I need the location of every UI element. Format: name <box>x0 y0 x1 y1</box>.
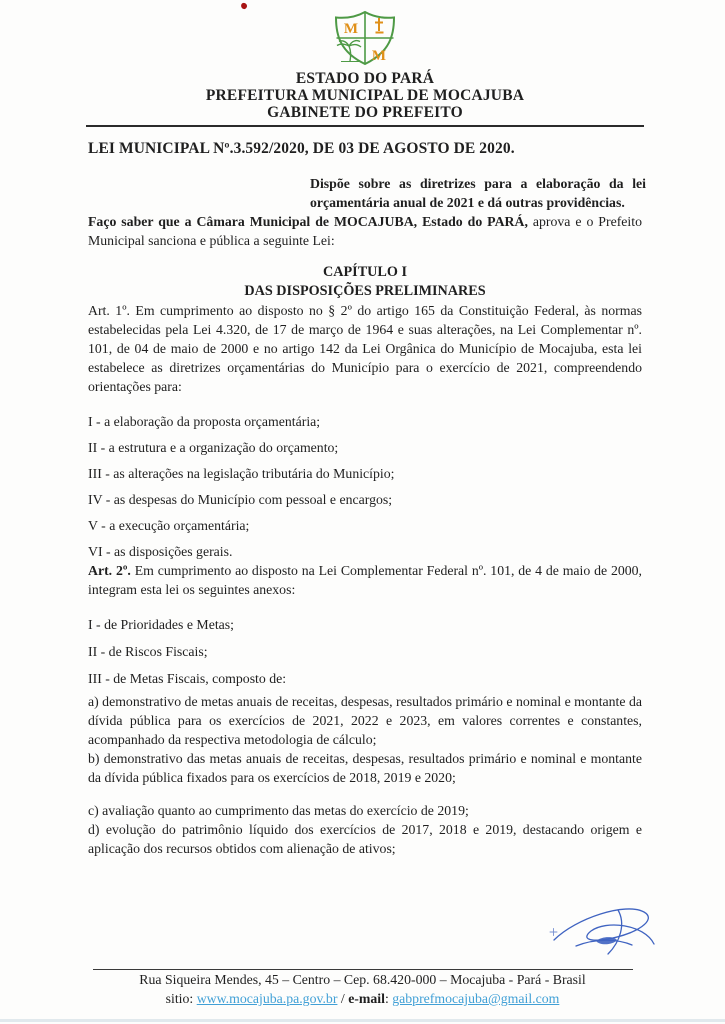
article-1-text: Art. 1º. Em cumprimento ao disposto no § 2º do artigo 165 da Constituição Federal, às normas estabelecidas pela Lei 4.320, de 17 de março de 1964 e suas alterações, na Lei Complementar nº. 101, de 04 de maio de 2000 e no artigo 142 da Lei Orgânica do Município de Mocajuba, esta lei estabelece as diretrizes orçamentárias do Município para o exercício de 2021, compreendendo orientações para: <box>88 303 642 394</box>
scan-edge-artifact <box>0 1019 725 1022</box>
article-2-lead: Art. 2º. <box>88 563 131 578</box>
law-title: LEI MUNICIPAL Nº.3.592/2020, DE 03 DE AGOSTO DE 2020. <box>88 140 515 157</box>
article-1-item-5: V - a execução orçamentária; <box>88 518 250 533</box>
footer-email-colon: : <box>384 991 389 1006</box>
article-2-item-1: I - de Prioridades e Metas; <box>88 617 234 632</box>
signature-ink-blob <box>596 937 617 944</box>
article-2-letter-a: a) demonstrativo de metas anuais de receitas, despesas, resultados primário e nominal e montante da dívida pública para os exercícios de 2021, 2022 e 2023, em valores correntes e constantes, acompanhado da respectiva metodologia de cálculo; <box>88 694 642 747</box>
article-2-letter-c: c) avaliação quanto ao cumprimento das metas do exercício de 2019; <box>88 803 469 818</box>
article-1-item-4: IV - as despesas do Município com pessoal e encargos; <box>88 492 393 507</box>
article-2-letter-d: d) evolução do patrimônio líquido dos exercícios de 2017, 2018 e 2019, destacando origem e aplicação dos recursos obtidos com alienação de ativos; <box>88 822 642 856</box>
article-1-item-3: III - as alterações na legislação tributária do Município; <box>88 466 395 481</box>
article-1-item-6: VI - as disposições gerais. <box>88 544 233 559</box>
footer-separator: / <box>340 991 345 1006</box>
crest-container <box>88 9 642 67</box>
header-office: GABINETE DO PREFEITO <box>267 104 463 121</box>
footer-divider <box>93 969 633 970</box>
footer-email-link[interactable]: gabprefmocajuba@gmail.com <box>392 991 560 1006</box>
municipal-crest-icon <box>326 9 404 67</box>
footer-address: Rua Siqueira Mendes, 45 – Centro – Cep. 68.420-000 – Mocajuba - Pará - Brasil <box>139 972 586 987</box>
crest-palm-tree-icon <box>337 41 361 62</box>
article-2-item-2: II - de Riscos Fiscais; <box>88 644 208 659</box>
article-1-item-1: I - a elaboração da proposta orçamentária; <box>88 414 321 429</box>
chapter-heading <box>88 263 642 301</box>
crest-letter-m-topleft: M <box>343 21 359 37</box>
chapter-name: DAS DISPOSIÇÕES PRELIMINARES <box>244 283 486 299</box>
article-2-item-3: III - de Metas Fiscais, composto de: <box>88 671 287 686</box>
preamble-paragraph <box>88 212 642 250</box>
article-1-item-2: II - a estrutura e a organização do orçamento; <box>88 440 339 455</box>
article-2-rest: Em cumprimento ao disposto na Lei Complementar Federal nº. 101, de 4 de maio de 2000, integram esta lei os seguintes anexos: <box>88 563 643 597</box>
footer-site-link[interactable]: www.mocajuba.pa.gov.br <box>196 991 338 1006</box>
preamble-bold-text: Faço saber que a Câmara Municipal de MOCAJUBA, Estado do PARÁ, <box>88 214 528 229</box>
crest-monument-icon <box>375 18 384 33</box>
preamble-rest-text: aprova e o Prefeito Municipal sanciona e pública a seguinte Lei: <box>88 214 642 248</box>
footer-email-label: e-mail <box>348 991 385 1006</box>
article-2-text <box>88 561 642 599</box>
article-2-letter-b: b) demonstrativo das metas anuais de receitas, despesas, resultados primário e nominal e montante da dívida pública fixados para os exercícios de 2018, 2019 e 2020; <box>88 751 642 785</box>
crest-letter-m-bottomright: M <box>371 48 387 64</box>
header-state: ESTADO DO PARÁ <box>295 70 435 87</box>
header-divider <box>86 125 644 127</box>
law-summary: Dispõe sobre as diretrizes para a elaboração da lei orçamentária anual de 2021 e dá outras providências. <box>310 176 646 210</box>
page-footer <box>0 969 725 1008</box>
chapter-number: CAPÍTULO I <box>323 264 407 280</box>
signature-scribble-icon <box>546 898 662 964</box>
footer-contacts <box>0 990 725 1008</box>
footer-site-label: sitio: <box>165 991 194 1006</box>
header-municipality: PREFEITURA MUNICIPAL DE MOCAJUBA <box>205 87 525 104</box>
